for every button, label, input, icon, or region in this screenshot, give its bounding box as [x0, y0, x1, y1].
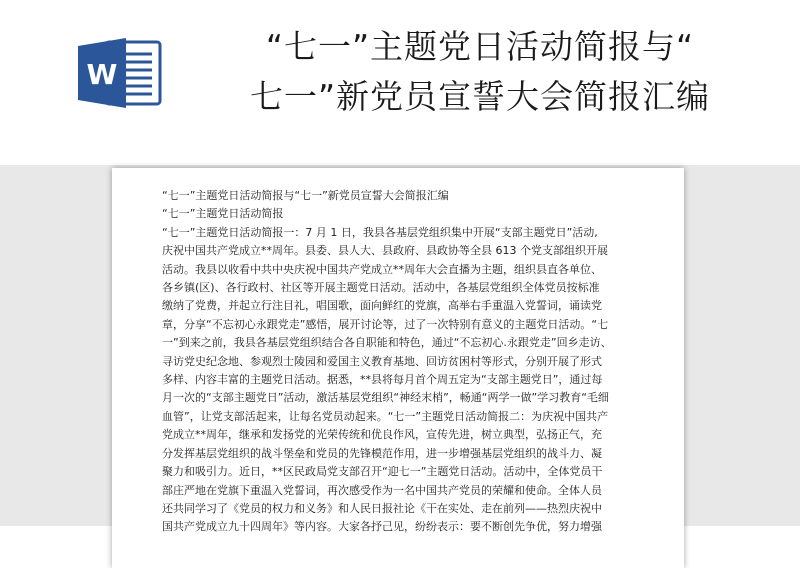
cover-header	[0, 0, 800, 165]
word-document-icon	[76, 36, 164, 110]
doc-line: 月一次的“支部主题党日”活动，激活基层党组织“神经末梢”，畅通“两学一做”学习教育“毛细	[162, 391, 609, 405]
doc-line: 多样、内容丰富的主题党日活动。据悉，**县将每月首个周五定为“支部主题党日”，通过每	[162, 373, 603, 387]
doc-line: “七一”主题党日活动简报	[162, 207, 284, 221]
doc-line: 一”到来之前，我县各基层党组织结合各自职能和特色，通过“不忘初心.永跟党走”回乡走访、	[162, 336, 612, 350]
doc-line: 各乡镇(区)、各行政村、社区等开展主题党日活动。活动中，各基层党组织全体党员按标准	[162, 281, 600, 295]
doc-line: 还共同学习了《党员的权力和义务》和人民日报社论《干在实处、走在前列——热烈庆祝中	[162, 501, 602, 515]
doc-line: 党成立**周年，继承和发扬党的光荣传统和优良作风，宣传先进，树立典型，弘扬正气，充	[162, 428, 602, 442]
page-title	[180, 22, 780, 122]
title-line-2: 七一”新党员宣誓大会简报汇编	[249, 77, 711, 116]
doc-line: 血管”，让党支部活起来，让每名党员动起来。“七一”主题党日活动简报二：为庆祝中国共产	[162, 409, 609, 423]
doc-line: 部庄严地在党旗下重温入党誓词，再次感受作为一名中国共产党员的荣耀和使命。全体人员	[162, 483, 602, 497]
doc-line: 缴纳了党费，并起立行注目礼，唱国歌，面向鲜红的党旗，高举右手重温入党誓词，诵读党	[162, 299, 602, 313]
doc-line: 章，分享“不忘初心永跟党走”感悟，展开讨论等，过了一次特别有意义的主题党日活动。“七	[162, 317, 609, 331]
doc-line: 庆祝中国共产党成立**周年。县委、县人大、县政府、县政协等全县 613 个党支部组织开展	[162, 244, 608, 258]
doc-line: 国共产党成立九十四周年》等内容。大家各抒己见，纷纷表示：要不断创先争优，努力增强	[162, 520, 602, 534]
document-page	[112, 168, 684, 568]
doc-line: 寻访党史纪念地、参观烈士陵园和爱国主义教育基地、回访贫困村等形式，分别开展了形式	[162, 354, 602, 368]
doc-line: “七一”主题党日活动简报与“七一”新党员宣誓大会简报汇编	[162, 189, 449, 202]
word-icon-letter: W	[86, 58, 118, 91]
doc-line: 聚力和吸引力。近日，**区民政局党支部召开“迎七一”主题党日活动。活动中，全体党员干	[162, 465, 603, 479]
doc-line: 活动。我县以收看中共中央庆祝中国共产党成立**周年大会直播为主题，组织县直各单位、	[162, 262, 602, 276]
title-line-1: “七一”主题党日活动简报与“	[265, 27, 695, 66]
doc-line: “七一”主题党日活动简报一：7 月 1 日，我县各基层党组织集中开展“支部主题党日”活动,	[162, 225, 598, 239]
document-body	[162, 187, 642, 537]
doc-line: 分发挥基层党组织的战斗堡垒和党员的先锋模范作用，进一步增强基层党组织的战斗力、凝	[162, 446, 602, 460]
